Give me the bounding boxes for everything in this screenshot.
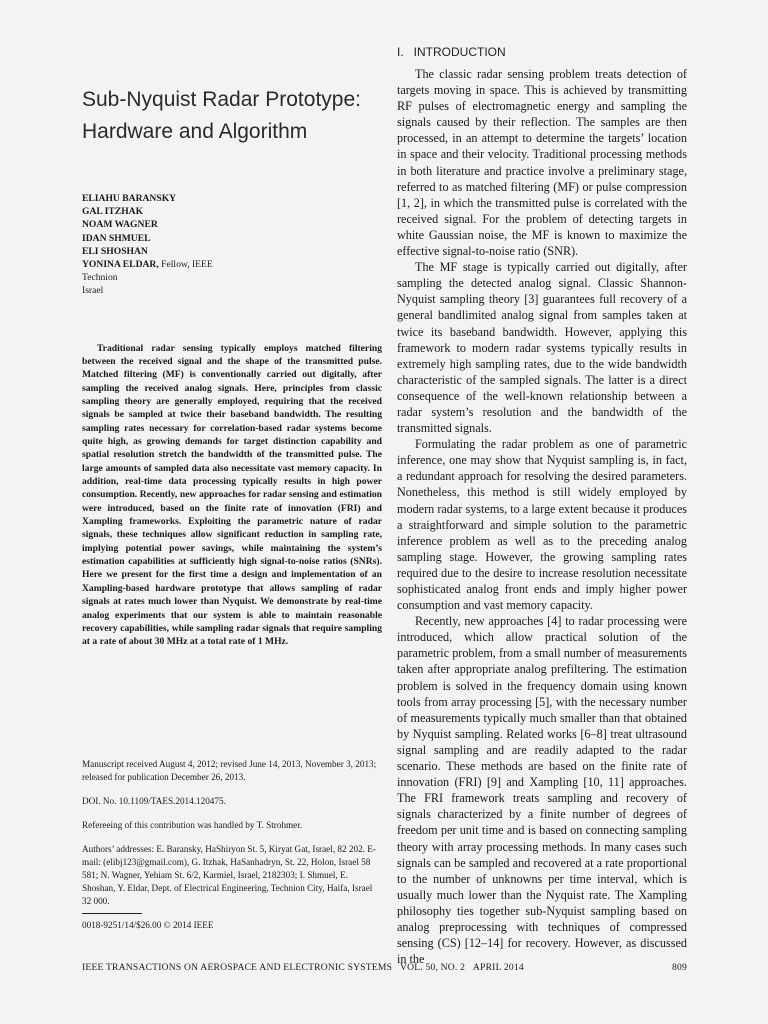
- addresses-note: Authors’ addresses: E. Baransky, HaShiryon St. 5, Kiryat Gat, Israel, 82 202. E-mail: (elibj123@gmail.com), G. Itzhak, HaSanhadryn, St. 22, Holon, Israel 58 581; N. Wagner, Yehiam St. 6/2, Karmiel, Israel, 2182303; I. Shmuel, E. Shoshan, Y. Eldar, Dept. of Electrical Engineering, Technion City, Haifa, Israel 32 000.: [82, 844, 376, 906]
- affiliation: Technion: [82, 272, 118, 284]
- footnotes: [82, 758, 382, 919]
- body-paragraph: The classic radar sensing problem treats detection of targets moving in space. This is achieved by transmitting RF pulses of electromagnetic energy and sampling the signals caused by their reflection. The samples are then processed, in an attempt to determine the targets’ location in space and their velocity. Traditional processing methods in both literature and practice involve a preliminary stage, referred to as matched filtering (MF) or pulse compression [1, 2], in which the transmitted pulse is correlated with the received signal. For the problem of detecting targets in white Gaussian noise, the MF is known to maximize the effective signal-to-noise ratio (SNR).: [397, 67, 687, 259]
- author-fellow-suffix: Fellow, IEEE: [158, 259, 213, 271]
- abstract: Traditional radar sensing typically employs matched filtering between the received signal and the shape of the transmitted pulse. Matched filtering (MF) is conventionally carried out digitally, after sampling the received analog signals. Here, principles from classic sampling theory are generally employed, requiring that the received signals be sampled at twice their baseband bandwidth. The resulting sampling rates necessary for correlation-based radar systems become quite high, as growing demands for target distinction capability and spatial resolution stretch the bandwidth of the transmitted pulse. The large amounts of sampled data also necessitate vast memory capacity. In addition, real-time data processing typically results in high power consumption. Recently, new approaches for radar sensing and estimation were introduced, based on the finite rate of innovation (FRI) and Xampling frameworks. Exploiting the parametric nature of radar signals, these techniques allow significant reduction in sampling rate, implying potential power savings, while maintaining the system’s estimation capabilities at sufficiently high signal-to-noise ratios (SNRs). Here we present for the first time a design and implementation of an Xampling-based hardware prototype that allows sampling of radar signals at rates much lower than Nyquist. We demonstrate by real-time analog experiments that our system is able to maintain reasonable recovery capabilities, while sampling radar signals that require sampling at a rate of about 30 MHz at a total rate of 1 MHz.: [82, 342, 382, 648]
- right-column: [397, 44, 687, 967]
- footer-journal: IEEE TRANSACTIONS ON AEROSPACE AND ELECTRONIC SYSTEMS: [82, 962, 393, 973]
- footer-journal-info: [82, 962, 524, 973]
- body-paragraph: Recently, new approaches [4] to radar processing were introduced, which allow practical solution of the parametric problem, from a small number of measurements taken after appropriate analog prefiltering. The estimation problem is solved in the frequency domain using known tools from array processing [5], with the necessary number of measurements typically much smaller than that obtained by Nyquist sampling. Related works [6–8] treat ultrasound signal sampling and are readily adapted to the radar scenario. These methods are based on the finite rate of innovation (FRI) [9] and Xampling [10, 11] approaches. The FRI framework treats sampling and recovery of signals characterized by a finite number of degrees of freedom per unit time and is based on connecting sampling theory with array processing methods. In many cases such signals can be sampled and recovered at a rate proportional to the number of unknowns per time interval, which is usually much lower than the Nyquist rate. The Xampling philosophy ties together sub-Nyquist sampling based on analog preprocessing with techniques of compressed sensing (CS) [12–14] for recovery. However, as discussed in the: [397, 614, 687, 967]
- body-paragraph: The MF stage is typically carried out digitally, after sampling the detected analog signal. Classic Shannon-Nyquist sampling theory [3] guarantees full recovery of a general bandlimited analog signal from samples taken at twice its baseband bandwidth. However, applying this framework to modern radar systems typically results in extremely high sampling rates, due to the wide bandwidth characteristic of the sampled signals. The latter is a direct consequence of the well-known relationship between a radar system’s resolution and the bandwidth of the transmitted signals.: [397, 260, 687, 436]
- author-name: ELI SHOSHAN: [82, 245, 148, 257]
- page-footer: [82, 962, 687, 973]
- author-name: NOAM WAGNER: [82, 219, 158, 231]
- author-block: [82, 192, 382, 298]
- section-title: INTRODUCTION: [413, 45, 506, 59]
- intro-body: [397, 66, 687, 967]
- country: Israel: [82, 285, 104, 297]
- paper-title: [82, 84, 382, 148]
- refereeing-note: Refereeing of this contribution was handled by T. Strohmer.: [82, 820, 303, 830]
- section-heading: [397, 44, 687, 60]
- author-name: ELIAHU BARANSKY: [82, 193, 177, 204]
- left-column: [82, 44, 382, 658]
- author-name: GAL ITZHAK: [82, 206, 144, 218]
- page-number: 809: [672, 962, 687, 973]
- section-number: I.: [397, 45, 404, 59]
- author-name: IDAN SHMUEL: [82, 232, 151, 244]
- body-paragraph: Formulating the radar problem as one of parametric inference, one may show that Nyquist sampling is, in fact, a redundant approach for resolving the desired parameters. Nonetheless, this method is still widely employed by modern radar systems, to a large extent because it produces a straightforward and simple solution to the parametric inference problem as well as to the preceding analog sampling stage. However, the growing sampling rates required due to the desire to increase resolution necessitate sophisticated analog front ends and imply higher power consumption and vast memory capacity.: [397, 437, 687, 613]
- footer-date: APRIL 2014: [472, 962, 524, 973]
- footnote-rule: [82, 913, 142, 914]
- doi-note: DOI. No. 10.1109/TAES.2014.120475.: [82, 796, 226, 806]
- author-name: YONINA ELDAR, Fellow, IEEE: [82, 259, 213, 271]
- manuscript-note: Manuscript received August 4, 2012; revised June 14, 2013, November 3, 2013; released for publication December 26, 2013.: [82, 759, 377, 782]
- title-line-2: Hardware and Algorithm: [82, 120, 308, 143]
- title-line-1: Sub-Nyquist Radar Prototype:: [82, 88, 361, 111]
- copyright-line: 0018-9251/14/$26.00 © 2014 IEEE: [82, 920, 214, 930]
- footer-volume: VOL. 50, NO. 2: [399, 962, 466, 973]
